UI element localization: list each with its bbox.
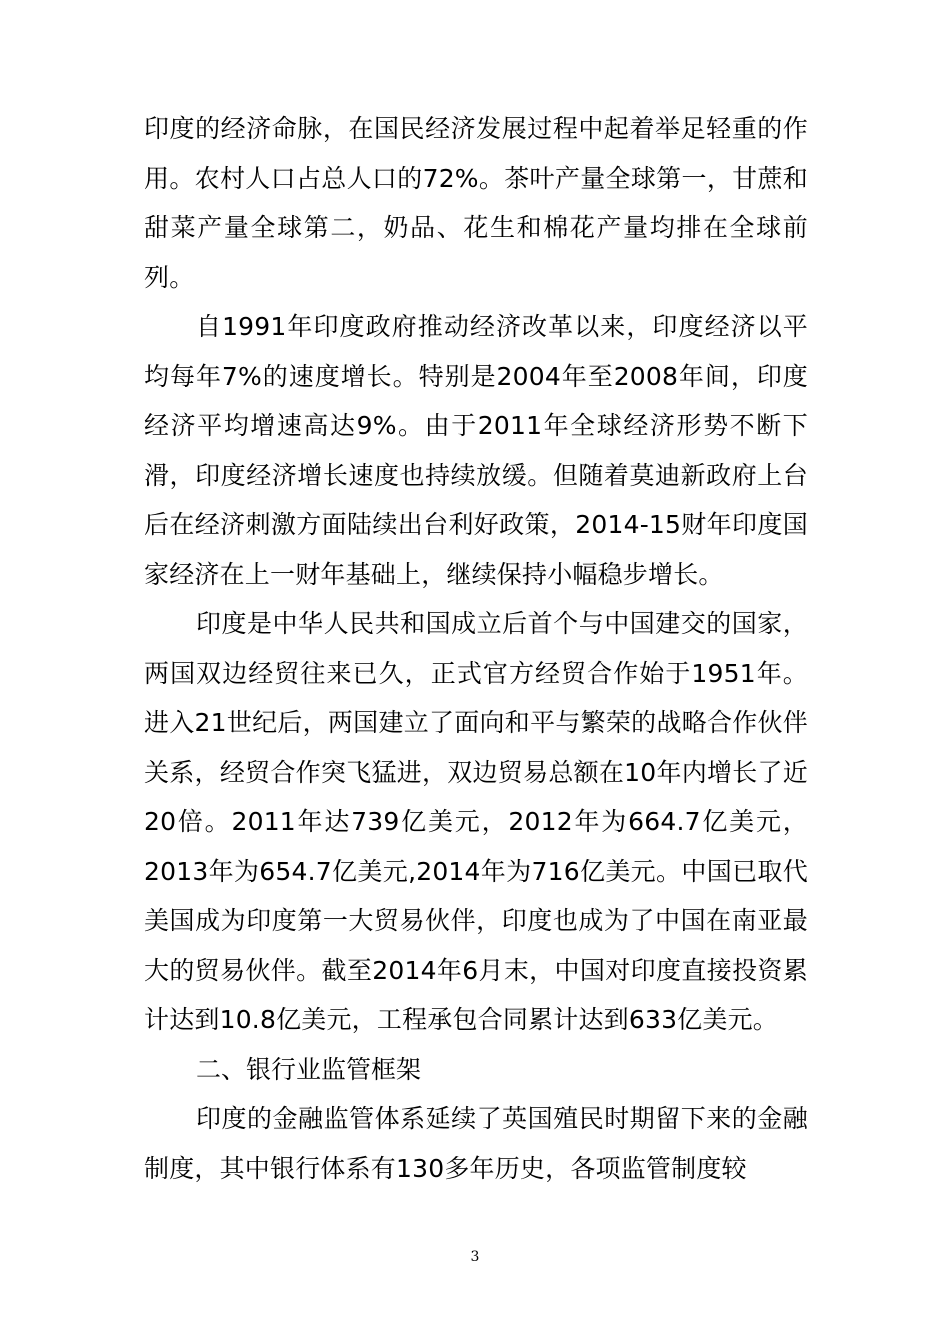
paragraph-china-india-trade: 印度是中华人民共和国成立后首个与中国建交的国家，两国双边经贸往来已久，正式官方经贸合作始于1951年。进入21世纪后，两国建立了面向和平与繁荣的战略合作伙伴关系，经贸合作突飞猛进，双边贸易总额在10年内增长了近20倍。2011年达739亿美元，2012年为664.7亿美元，2013年为654.7亿美元,2014年为716亿美元。中国已取代美国成为印度第一大贸易伙伴，印度也成为了中国在南亚最大的贸易伙伴。截至2014年6月末，中国对印度直接投资累计达到10.8亿美元，工程承包合同累计达到633亿美元。: [144, 609, 808, 1034]
paragraph-continued: 印度的经济命脉，在国民经济发展过程中起着举足轻重的作用。农村人口占总人口的72%。茶叶产量全球第一，甘蔗和甜菜产量全球第二，奶品、花生和棉花产量均排在全球前列。: [144, 114, 808, 292]
document-body: [144, 104, 808, 1193]
page-number: 3: [470, 1249, 480, 1265]
section-heading: 二、银行业监管框架: [196, 1054, 422, 1084]
paragraph-economic-reform: 自1991年印度政府推动经济改革以来，印度经济以平均每年7%的速度增长。特别是2004年至2008年间，印度经济平均增速高达9%。由于2011年全球经济形势不断下滑，印度经济增长速度也持续放缓。但随着莫迪新政府上台后在经济刺激方面陆续出台利好政策，2014-15财年印度国家经济在上一财年基础上，继续保持小幅稳步增长。: [144, 312, 808, 589]
paragraph-regulatory-system: 印度的金融监管体系延续了英国殖民时期留下来的金融制度，其中银行体系有130多年历史，各项监管制度较: [144, 1104, 808, 1183]
